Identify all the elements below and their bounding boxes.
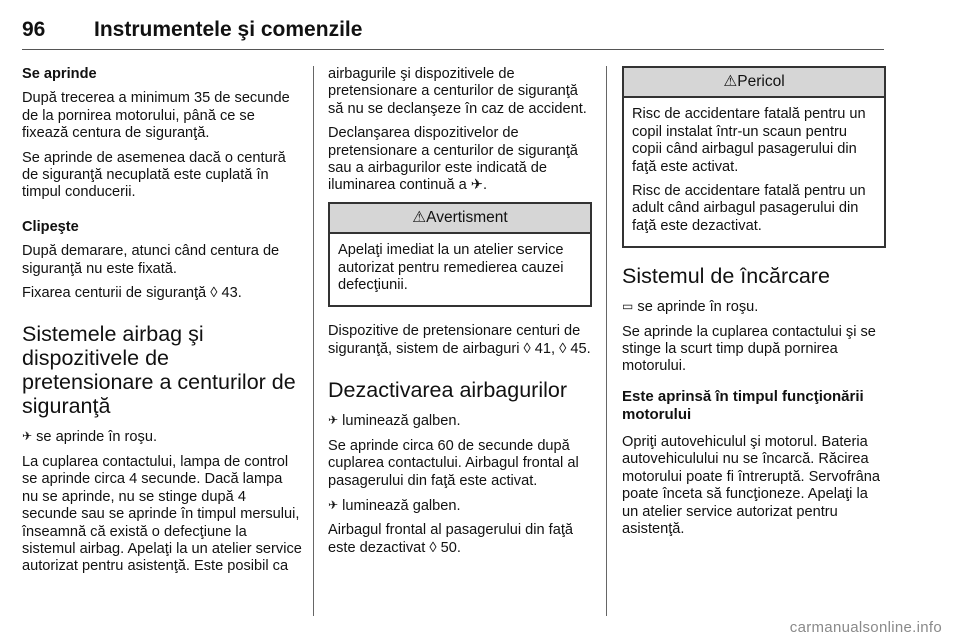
danger-text: Risc de accidentare fatală pentru un adult când airbagul pasagerului din faţă este dezactivat. — [632, 183, 866, 234]
warning-text: Apelaţi imediat la un atelier service autorizat pentru remedierea cauzei defecţiunii. — [338, 242, 564, 294]
danger-title: ⚠Pericol — [624, 68, 884, 98]
subheading-running: Este aprinsă în timpul funcţionării motorului — [622, 387, 864, 423]
watermark: carmanualsonline.info — [789, 619, 942, 636]
column-3 — [622, 66, 886, 545]
column-divider-1 — [313, 66, 314, 616]
page-number: 96 — [22, 18, 46, 41]
warning-box — [328, 202, 592, 308]
paragraph: Se aprinde la cuplarea contactului şi se stinge la scurt timp după pornirea motorului. — [622, 323, 876, 375]
cross-reference[interactable]: Airbagul frontal al pasagerului din faţă este dezactivat ◊ 50. — [328, 522, 574, 556]
header-rule — [22, 49, 884, 50]
column-2 — [328, 66, 592, 564]
subheading-blink: Clipeşte — [22, 218, 79, 235]
cross-reference[interactable]: Fixarea centurii de siguranţă ◊ 43. — [22, 285, 242, 302]
subheading-on: Se aprinde — [22, 66, 97, 82]
airbag-on-icon: ✈ — [328, 413, 339, 428]
paragraph: airbagurile şi dispozitivele de pretensionare a centurilor de siguranţă să nu se declanşeze în caz de accident. — [328, 66, 587, 117]
paragraph: Se aprinde de asemenea dacă o centură de siguranţă necuplată este cuplată în timpul conducerii. — [22, 149, 286, 201]
airbag-off-icon: ✈ — [328, 497, 339, 512]
section-title: Instrumentele şi comenzile — [94, 18, 363, 41]
column-divider-2 — [606, 66, 607, 616]
cross-reference[interactable]: Dispozitive de pretensionare centuri de siguranţă, sistem de airbaguri ◊ 41, ◊ 45. — [328, 323, 591, 357]
paragraph: Se aprinde circa 60 de secunde după cuplarea contactului. Airbagul frontal al pasagerului din faţă este activat. — [328, 437, 579, 489]
danger-text: Risc de accidentare fatală pentru un copil instalat într-un scaun pentru copii când airbagul pasagerului din faţă este activat. — [632, 106, 866, 175]
section-heading-charging: Sistemul de încărcare — [622, 264, 830, 289]
paragraph: ✈ se aprinde în roşu. — [22, 429, 158, 446]
paragraph: Opriţi autovehiculul şi motorul. Bateria autovehiculului nu se încarcă. Răcirea motorului poate fi întreruptă. Servofrâna poate înceta să funcţioneze. Apelaţi la un atelier service autorizat pentru asistenţă. — [622, 433, 880, 537]
section-heading-deactivation: Dezactivarea airbagurilor — [328, 378, 567, 403]
paragraph: ✈ luminează galben. — [328, 413, 461, 430]
paragraph: După demarare, atunci când centura de siguranţă nu este fixată. — [22, 243, 280, 277]
paragraph: La cuplarea contactului, lampa de control se aprinde circa 4 secunde. Dacă lampa nu se aprinde, nu se stinge după 4 secunde sau se aprinde în timpul mersului, înseamnă că există o defecţiune la sistemul airbag. Apelaţi la un atelier service autorizat pentru asistenţă. Este posibil ca — [22, 453, 302, 575]
danger-box — [622, 66, 886, 248]
airbag-warning-icon: ✈ — [22, 429, 33, 444]
paragraph: ✈ luminează galben. — [328, 497, 461, 514]
page-header — [22, 18, 362, 42]
paragraph: Declanşarea dispozitivelor de pretensionare a centurilor de siguranţă sau a airbagurilor este indicată de iluminarea continuă a ✈. — [328, 125, 578, 194]
battery-icon: ▭ — [622, 299, 634, 314]
paragraph: ▭ se aprinde în roşu. — [622, 299, 759, 316]
warning-title: ⚠Avertisment — [330, 204, 590, 234]
section-heading-airbag: Sistemele airbag şi dispozitivele de pretensionare a centurilor de siguranţă — [22, 322, 296, 419]
paragraph: După trecerea a minimum 35 de secunde de la pornirea motorului, până ce se fixează centura de siguranţă. — [22, 90, 290, 142]
column-1 — [22, 66, 302, 583]
